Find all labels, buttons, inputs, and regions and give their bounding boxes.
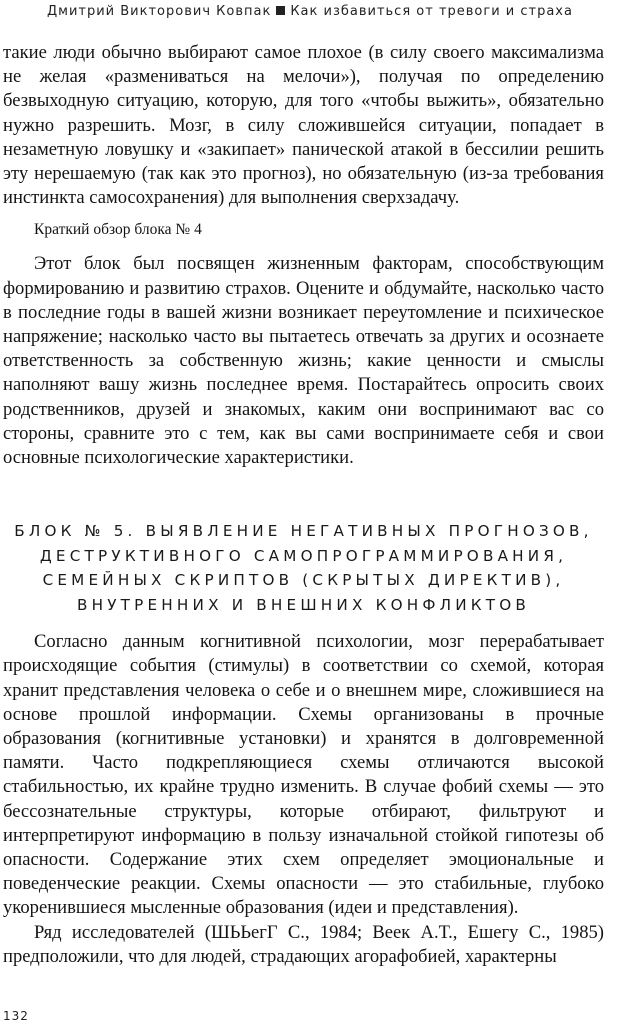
block-title-line: ДЕСТРУКТИВНОГО САМОПРОГРАММИРОВАНИЯ, xyxy=(39,546,568,565)
block-title-line: ВНУТРЕННИХ И ВНЕШНИХ КОНФЛИКТОВ xyxy=(76,595,531,614)
block-title-line: БЛОК № 5. ВЫЯВЛЕНИЕ НЕГАТИВНЫХ ПРОГНОЗОВ, xyxy=(14,522,593,541)
section-subheading: Краткий обзор блока № 4 xyxy=(34,221,202,239)
header-author: Дмитрий Викторович Ковпак xyxy=(47,4,272,19)
body-paragraph: Ряд исследователей (ШЬЬегГ С., 1984; Веек А.Т., Ешегу С., 1985) предположили, что для людей, страдающих агорафобией, характерны xyxy=(3,921,604,967)
header-separator-square xyxy=(276,6,285,15)
block-title-line: СЕМЕЙНЫХ СКРИПТОВ (СКРЫТЫХ ДИРЕКТИВ), xyxy=(42,571,565,590)
continued-paragraph: такие люди обычно выбирают самое плохое (в силу своего максимализма не желая «размениваться на мелочи»), получая по определению безвыходную ситуацию, которую, для того «чтобы выжить», обязательно нужно разрешить. Мозг, в силу сложившейся ситуации, попадает в незаметную ловушку и «закипает» панической атакой в бессилии решить эту нерешаемую (так как это прогноз), но обязательную (из-за требования инстинкта самосохранения) для выполнения сверхзадачу. xyxy=(3,42,604,209)
page-body xyxy=(3,41,604,969)
header-book-title: Как избавиться от тревоги и страха xyxy=(290,4,573,19)
running-header xyxy=(0,4,620,19)
summary-paragraph: Этот блок был посвящен жизненным факторам, способствующим формированию и развитию страхов. Оцените и обдумайте, насколько часто в последние годы в вашей жизни возникает переутомление и психическое напряжение; насколько часто вы пытаетесь отвечать за других и осознаете ответственность за собственную жизнь; какие ценности и смыслы наполняют вашу жизнь последнее время. Постарайтесь опросить своих родственников, друзей и знакомых, каким они воспринимают вас со стороны, сравните это с тем, как вы сами воспринимаете себя и свои основные психологические характеристики. xyxy=(3,253,604,469)
body-paragraph: Согласно данным когнитивной психологии, мозг перерабатывает происходящие события (стимулы) в соответствии со схемой, которая хранит представления человека о себе и о внешнем мире, сложившиеся на основе прошлой информации. Схемы организованы в прочные образования (когнитивные установки) и хранятся в долговременной памяти. Часто подкрепляющиеся схемы отличаются высокой стабильностью, их крайне трудно изменить. В случае фобий схемы — это бессознательные структуры, которые отбирают, фильтруют и интерпретируют информацию в пользу изначальной стойкой гипотезы об опасности. Содержание этих схем определяет эмоциональные и поведенческие реакции. Схемы опасности — это стабильные, глубоко укоренившиеся мысленные образования (идеи и представления). xyxy=(3,631,604,919)
page-number: 132 xyxy=(3,1009,29,1023)
chapter-block-title xyxy=(3,519,604,617)
